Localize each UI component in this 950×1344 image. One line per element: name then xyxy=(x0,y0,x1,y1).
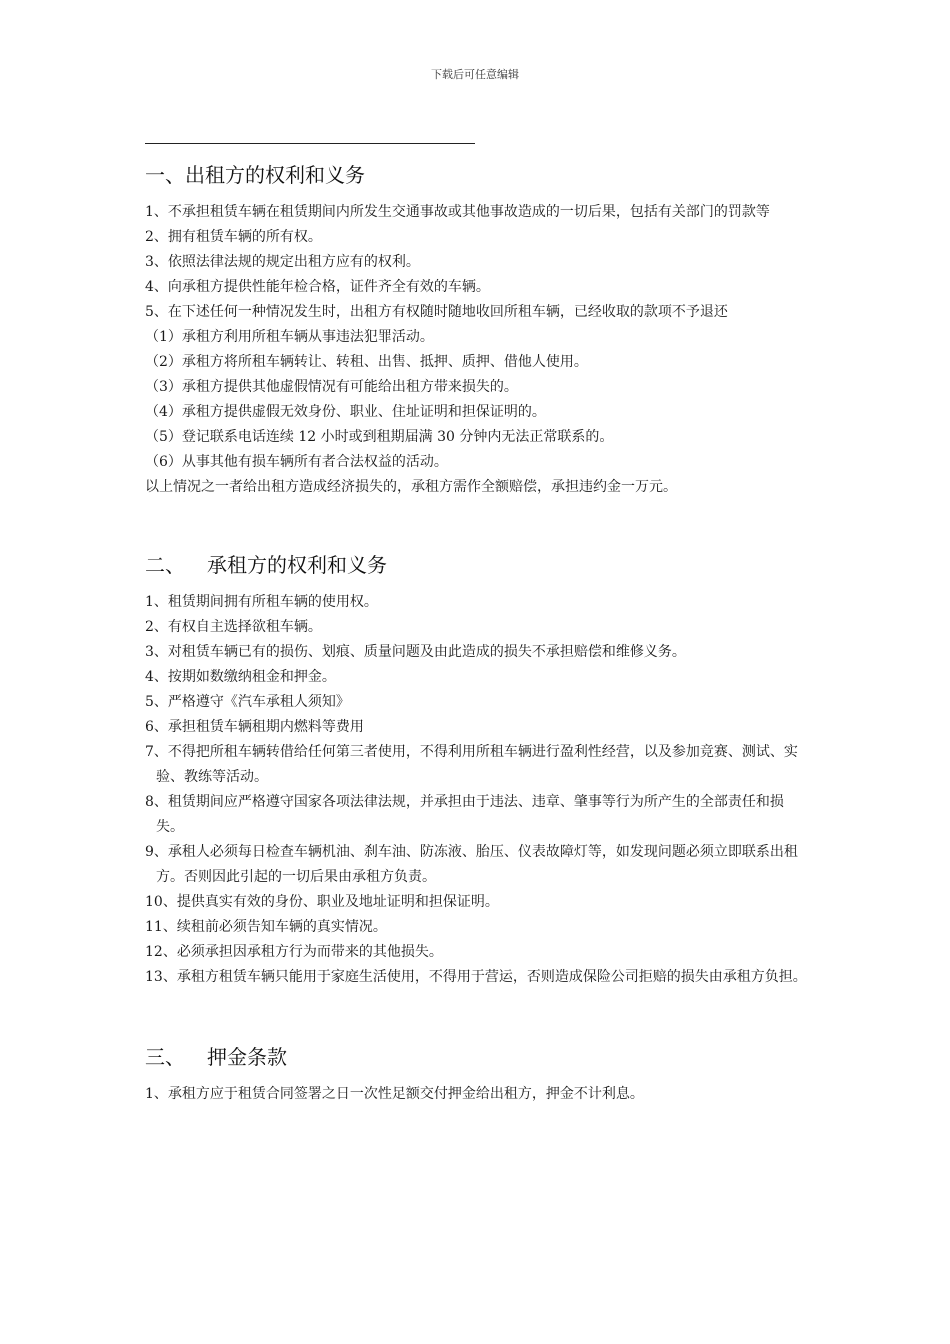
clause-item: 11、续租前必须告知车辆的真实情况。 xyxy=(145,919,387,935)
section-deposit-terms xyxy=(145,1040,810,1107)
sub-clause-item: （1）承租方利用所租车辆从事违法犯罪活动。 xyxy=(145,329,434,345)
clause-item: 12、必须承担因承租方行为而带来的其他损失。 xyxy=(145,944,443,960)
section-lessee-rights xyxy=(145,548,810,990)
clause-item: 6、承担租赁车辆租期内燃料等费用 xyxy=(145,719,364,735)
clause-item: 1、不承担租赁车辆在租赁期间内所发生交通事故或其他事故造成的一切后果，包括有关部门的罚款等 xyxy=(145,204,770,220)
section-heading-text: 押金条款 xyxy=(207,1045,287,1069)
clause-item: 1、承租方应于租赁合同签署之日一次性足额交付押金给出租方，押金不计利息。 xyxy=(145,1086,644,1102)
section-number: 一、 xyxy=(145,163,185,187)
section-heading-text: 承租方的权利和义务 xyxy=(207,553,387,577)
clause-item: 4、按期如数缴纳租金和押金。 xyxy=(145,669,336,685)
section-heading-text: 出租方的权利和义务 xyxy=(185,163,365,187)
clause-item: 3、依照法律法规的规定出租方应有的权利。 xyxy=(145,254,420,270)
section-title xyxy=(145,1040,810,1074)
divider-line xyxy=(145,143,475,144)
section-title xyxy=(145,548,810,582)
clause-item: 10、提供真实有效的身份、职业及地址证明和担保证明。 xyxy=(145,894,499,910)
clause-item: 5、严格遵守《汽车承租人须知》 xyxy=(145,694,350,710)
clause-item: 1、租赁期间拥有所租车辆的使用权。 xyxy=(145,594,378,610)
clause-note: 以上情况之一者给出租方造成经济损失的，承租方需作全额赔偿，承担违约金一万元。 xyxy=(145,479,677,495)
clause-item: 2、拥有租赁车辆的所有权。 xyxy=(145,229,322,245)
sub-clause-item: （5）登记联系电话连续 12 小时或到租期届满 30 分钟内无法正常联系的。 xyxy=(145,429,614,445)
sub-clause-item: （4）承租方提供虚假无效身份、职业、住址证明和担保证明的。 xyxy=(145,404,546,420)
clause-item: 7、不得把所租车辆转借给任何第三者使用，不得利用所租车辆进行盈利性经营，以及参加竞赛、测试、实验、教练等活动。 xyxy=(145,744,798,785)
sub-clause-item: （3）承租方提供其他虚假情况有可能给出租方带来损失的。 xyxy=(145,379,518,395)
clause-item: 4、向承租方提供性能年检合格，证件齐全有效的车辆。 xyxy=(145,279,490,295)
section-number: 三、 xyxy=(145,1045,185,1069)
clause-item: 5、在下述任何一种情况发生时，出租方有权随时随地收回所租车辆，已经收取的款项不予退还 xyxy=(145,304,728,320)
sub-clause-item: （2）承租方将所租车辆转让、转租、出售、抵押、质押、借他人使用。 xyxy=(145,354,588,370)
clause-item: 8、租赁期间应严格遵守国家各项法律法规，并承担由于违法、违章、肇事等行为所产生的全部责任和损失。 xyxy=(145,794,784,835)
section-title xyxy=(145,158,810,192)
section-lessor-rights xyxy=(145,158,810,500)
document-body xyxy=(145,158,810,1107)
section-number: 二、 xyxy=(145,553,185,577)
clause-item: 2、有权自主选择欲租车辆。 xyxy=(145,619,322,635)
clause-item: 9、承租人必须每日检查车辆机油、刹车油、防冻液、胎压、仪表故障灯等，如发现问题必须立即联系出租方。否则因此引起的一切后果由承租方负责。 xyxy=(145,844,798,885)
page-header: 下载后可任意编辑 xyxy=(431,68,519,81)
sub-clause-item: （6）从事其他有损车辆所有者合法权益的活动。 xyxy=(145,454,448,470)
clause-item: 3、对租赁车辆已有的损伤、划痕、质量问题及由此造成的损失不承担赔偿和维修义务。 xyxy=(145,644,686,660)
clause-item: 13、承租方租赁车辆只能用于家庭生活使用，不得用于营运，否则造成保险公司拒赔的损失由承租方负担。 xyxy=(145,969,807,985)
